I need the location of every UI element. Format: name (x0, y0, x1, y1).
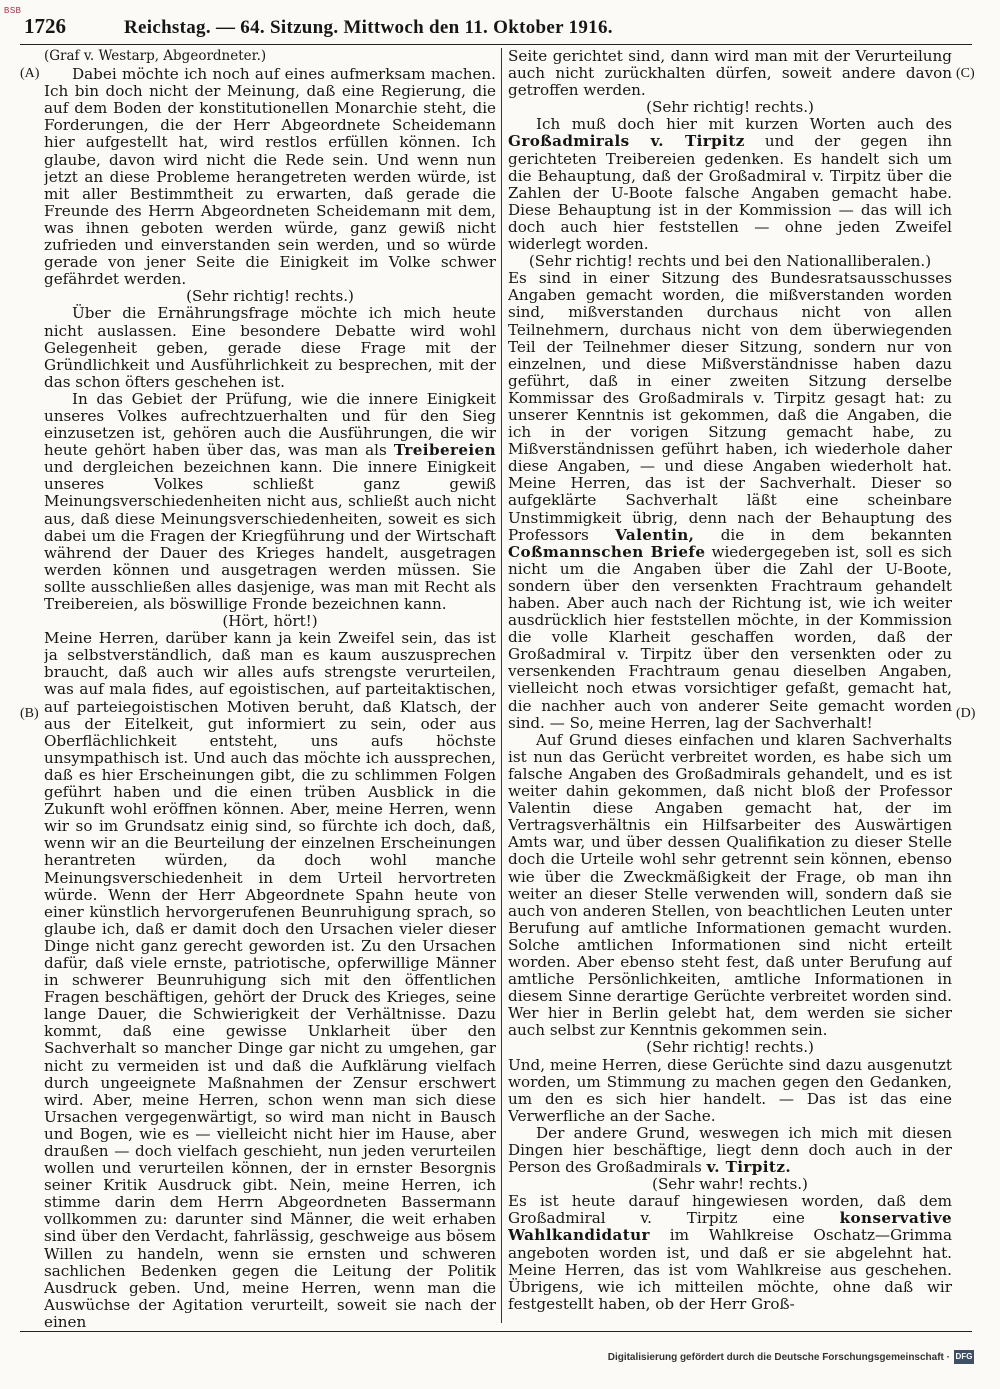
interjection: (Sehr wahr! rechts.) (652, 1175, 808, 1194)
paragraph (508, 1193, 952, 1313)
interjection: (Sehr richtig! rechts.) (646, 98, 814, 117)
paragraph: Auf Grund dieses einfachen und klaren Sachverhalts ist nun das Gerücht verbreitet worden, es habe sich um falsche Angaben des Großadmirals gehandelt, und es ist weiter dahin gekommen, daß nicht bloß der Professor Valentin diese Angaben gemacht hat, der im Vertragsverhältnis ein Hilfsarbeiter des Auswärtigen Amts war, und über dessen Qualifikation zu dieser Stelle doch die Urteile wohl sehr getrennt sein können, ebenso wie über die Zweckmäßigkeit der Frage, ob man ihn weiter an dieser Stelle verwenden will, sondern daß sie auch von anderen Stellen, von beachtlichen Leuten unter Berufung auf amtliche Informationen gemacht wurden. Solche amtlichen Informationen sind nicht erteilt worden. Aber ebenso steht fest, daß unter Berufung auf amtliche Persönlichkeiten, amtliche Informationen in diesem Sinne derartige Gerüchte verbreitet worden sind. Wer hier in Berlin gelebt hat, dem werden sie sicher auch selbst zur Kenntnis gekommen sein. (508, 730, 952, 1040)
emphasis-term: v. Tirpitz. (706, 1158, 791, 1177)
running-title: Reichstag. — 64. Sitzung. Mittwoch den 11. Oktober 1916. (124, 17, 613, 38)
text-run: im Wahlkreise Oschatz—Grimma angeboten worden ist, und daß er sie abgelehnt hat. Meine Herren, das ist vom Wahlkreise aus geschehen. Übrigens, wie ich mitteilen möchte, ohne daß wir festgestellt haben, ob der Herr Groß- (508, 1226, 952, 1313)
footer-rule (20, 1331, 972, 1332)
margin-marker-a: (A) (20, 66, 40, 81)
text-run: Ich muß doch hier mit kurzen Worten auch des (536, 115, 952, 134)
paragraph (44, 391, 496, 613)
paragraph: Und, meine Herren, diese Gerüchte sind dazu ausgenutzt worden, um Stimmung zu machen gegen den Gedanken, um den es sich hier handelt. — Das ist das eine Verwerfliche an der Sache. (508, 1055, 952, 1125)
paragraph: Seite gerichtet sind, dann wird man mit der Verurteilung auch nicht zurückhalten dürfen, soweit andere davon getroffen werden. (508, 48, 952, 100)
text-run: wiedergegeben ist, soll es sich nicht um die Angaben über die Zahl der U-Boote, sondern über den versenkten Frachtraum gehandelt haben. Aber auch nach der Richtung ist, wie ich weiter ausdrücklich hier feststellen möchte, in der Kommission die volle Klarheit geschaffen worden, daß der Großadmiral v. Tirpitz über den versenkten oder zu versenkenden Frachtraum genau dieselben Angaben, vielleicht noch etwas vorsichtiger gefaßt, gemacht hat, die nachher auch von anderer Seite gemacht worden sind. — So, meine Herren, lag der Sachverhalt! (508, 542, 952, 732)
emphasis-term: konservative Wahlkandidatur (508, 1209, 952, 1245)
text-run: Es sind in einer Sitzung des Bundesratsausschusses Angaben gemacht worden, die mißverstanden worden sind, mißverstanden durchaus nicht von allen Teilnehmern, durchaus nicht von dem überwiegenden Teil der Teilnehmer dieser Sitzung, sondern nur von einzelnen, und diese Mißverständnisse haben dazu geführt, daß in einer zweiten Sitzung derselbe Kommissar des Großadmirals v. Tirpitz gesagt hat: zu unserer Kenntnis ist gekommen, daß die Angaben, die ich in der vorigen Sitzung gemacht habe, zu Mißverständnissen geführt haben, ich wiederhole daher diese Angaben, — und diese Angaben wiederholt hat. Meine Herren, das ist der Sachverhalt. Dieser so aufgeklärte Sachverhalt läßt eine scheinbare Unstimmigkeit übrig, denn nach der Behauptung des Professors (508, 269, 952, 544)
column-divider (501, 48, 502, 1323)
library-stamp: BSB (4, 6, 22, 15)
paragraph (508, 116, 952, 253)
interjection: (Hört, hört!) (222, 612, 318, 631)
paragraph (508, 1125, 952, 1176)
page-number: 1726 (24, 14, 66, 38)
emphasis-term: Treibereien (393, 441, 496, 460)
right-column (508, 48, 952, 1330)
page-header (24, 14, 966, 44)
speaker-attribution: (Graf v. Westarp, Abgeordneter.) (44, 48, 267, 64)
emphasis-term: Großadmirals v. Tirpitz (508, 132, 745, 151)
header-rule (20, 44, 972, 45)
interjection: (Sehr richtig! rechts und bei den Nationalliberalen.) (528, 252, 932, 271)
paragraph (508, 270, 952, 732)
funding-note: Digitalisierung gefördert durch die Deutsche Forschungsgemeinschaft · (607, 1352, 950, 1363)
text-run: In das Gebiet der Prüfung, wie die innere Einigkeit unseres Volkes aufrechtzuerhalten und für den Sieg einzusetzen ist, gehören auch die Ausführungen, die wir heute gehört haben über das, was man als (44, 389, 496, 460)
interjection: (Sehr richtig! rechts.) (186, 287, 354, 306)
paragraph: Meine Herren, darüber kann ja kein Zweifel sein, das ist ja selbstverständlich, daß man es kaum auszusprechen braucht, daß auch wir alles aufs strengste verurteilen, was auf mala fides, auf egoistischen, auf parteitaktischen, auf parteiegoistischen Motiven beruht, daß Klatsch, der aus der Eitelkeit, gut informiert zu sein, oder aus Oberflächlichkeit entsteht, uns aufs höchste unsympathisch ist. Und auch das möchte ich aussprechen, daß es hier Erscheinungen gibt, die zu schlimmen Folgen geführt haben und die einen trüben Ausblick in die Zukunft wohl eröffnen können. Aber, meine Herren, wenn wir so im Grundsatz einig sind, so fürchte ich doch, daß, wenn wir an die Beurteilung der einzelnen Erscheinungen herantreten würden, da doch wohl manche Meinungsverschiedenheit in dem Urteil hervortreten würde. Wenn der Herr Abgeordnete Spahn heute von einer künstlich hervorgerufenen Beunruhigung sprach, so glaube ich, daß er damit doch den Ursachen vieler dieser Dinge nicht ganz gerecht geworden ist. Zu den Ursachen dafür, daß viele ernste, patriotische, opferwillige Männer in schwerer Beunruhigung sich mit den öffentlichen Fragen beschäftigen, gehört der Druck des Krieges, seine lange Dauer, die Schwierigkeit der Verhältnisse. Dazu kommt, daß eine gewisse Unklarheit über den Sachverhalt so mancher Dinge gar nicht zu umgehen, gar nicht zu vermeiden ist und daß die Aufklärung vielfach durch ungeeignete Maßnahmen der Zensur erschwert wird. Aber, meine Herren, schon wenn man sich diese Ursachen vergegenwärtigt, so wird man nicht in Bausch und Bogen, wie es — vielleicht nicht hier im Hause, aber draußen — doch vielfach geschieht, nun jeden verurteilen wollen und verurteilen können, der in ernster Besorgnis seiner Kritik Ausdruck gibt. Nein, meine Herren, ich stimme darin dem Herrn Abgeordneten Bassermann vollkommen zu: darunter sind Männer, die weit erhaben sind über den Verdacht, fahrlässig, geschweige aus bösem Willen zu handeln, wenn sie ernsten und schweren sachlichen Bedenken gegen die Leitung der Politik Ausdruck geben. Und, meine Herren, wenn man die Auswüchse der Agitation verurteilt, soweit sie nach der einen (44, 629, 496, 1330)
paragraph: Dabei möchte ich noch auf eines aufmerksam machen. Ich bin doch nicht der Meinung, daß eine Regierung, die auf dem Boden der konstitutionellen Monarchie steht, die Forderungen, die der Herr Abgeordnete Scheidemann hier aufgestellt hat, wird restlos erfüllen können. Ich glaube, davon wird nicht die Rede sein. Und wenn nun jetzt an diese Probleme herangetreten werden würde, ist mit aller Bestimmtheit zu erwarten, daß gerade die Freunde des Herrn Abgeordneten Scheidemann mit dem, was ihnen geboten werden würde, ganz gewiß nicht zufrieden und einverstanden sein werden, und so würde gerade von jener Seite die Einigkeit im Volke schwer gefährdet werden. (44, 65, 496, 289)
text-run: Der andere Grund, weswegen ich mich mit diesen Dingen hier beschäftige, liegt denn doch auch in der Person des Großadmirals (508, 1123, 952, 1177)
text-run: die in dem bekannten (720, 525, 952, 544)
interjection: (Sehr richtig! rechts.) (646, 1038, 814, 1057)
emphasis-term: Valentin, (615, 525, 695, 544)
margin-marker-d: (D) (956, 706, 976, 721)
emphasis-term: Coßmannschen Briefe (508, 542, 706, 561)
margin-marker-b: (B) (20, 706, 39, 721)
text-run: Es ist heute darauf hingewiesen worden, daß dem Großadmiral v. Tirpitz eine (508, 1192, 952, 1228)
paragraph: Über die Ernährungsfrage möchte ich mich heute nicht auslassen. Eine besondere Debatte wird wohl Gelegenheit geben, gerade diese Frage mit der Gründlichkeit und Ausführlichkeit zu besprechen, mit der das schon öfters geschehen ist. (44, 304, 496, 391)
left-column (44, 48, 496, 1330)
dfg-logo: DFG (954, 1350, 974, 1364)
text-run: und dergleichen bezeichnen kann. Die innere Einigkeit unseres Volkes schließt ganz gewiß Meinungsverschiedenheiten nicht aus, schließt auch nicht aus, daß diese Meinungsverschiedenheiten, soweit es sich dabei um die Fragen der Kriegführung und der Wirtschaft während der Dauer des Krieges handelt, ausgetragen werden können und ausgetragen werden müssen. Sie sollte ausschließen alles dasjenige, was man mit Recht als Treibereien, als böswillige Fronde bezeichnen kann. (44, 458, 496, 613)
margin-marker-c: (C) (956, 66, 975, 81)
text-run: und der gegen ihn gerichteten Treibereien gedenken. Es handelt sich um die Behauptung, daß der Großadmiral v. Tirpitz über die Zahlen der U-Boote falsche Angaben gemacht habe. Diese Behauptung ist in der Kommission — das will ich doch auch hier feststellen — ohne jeden Zweifel widerlegt worden. (508, 132, 952, 254)
